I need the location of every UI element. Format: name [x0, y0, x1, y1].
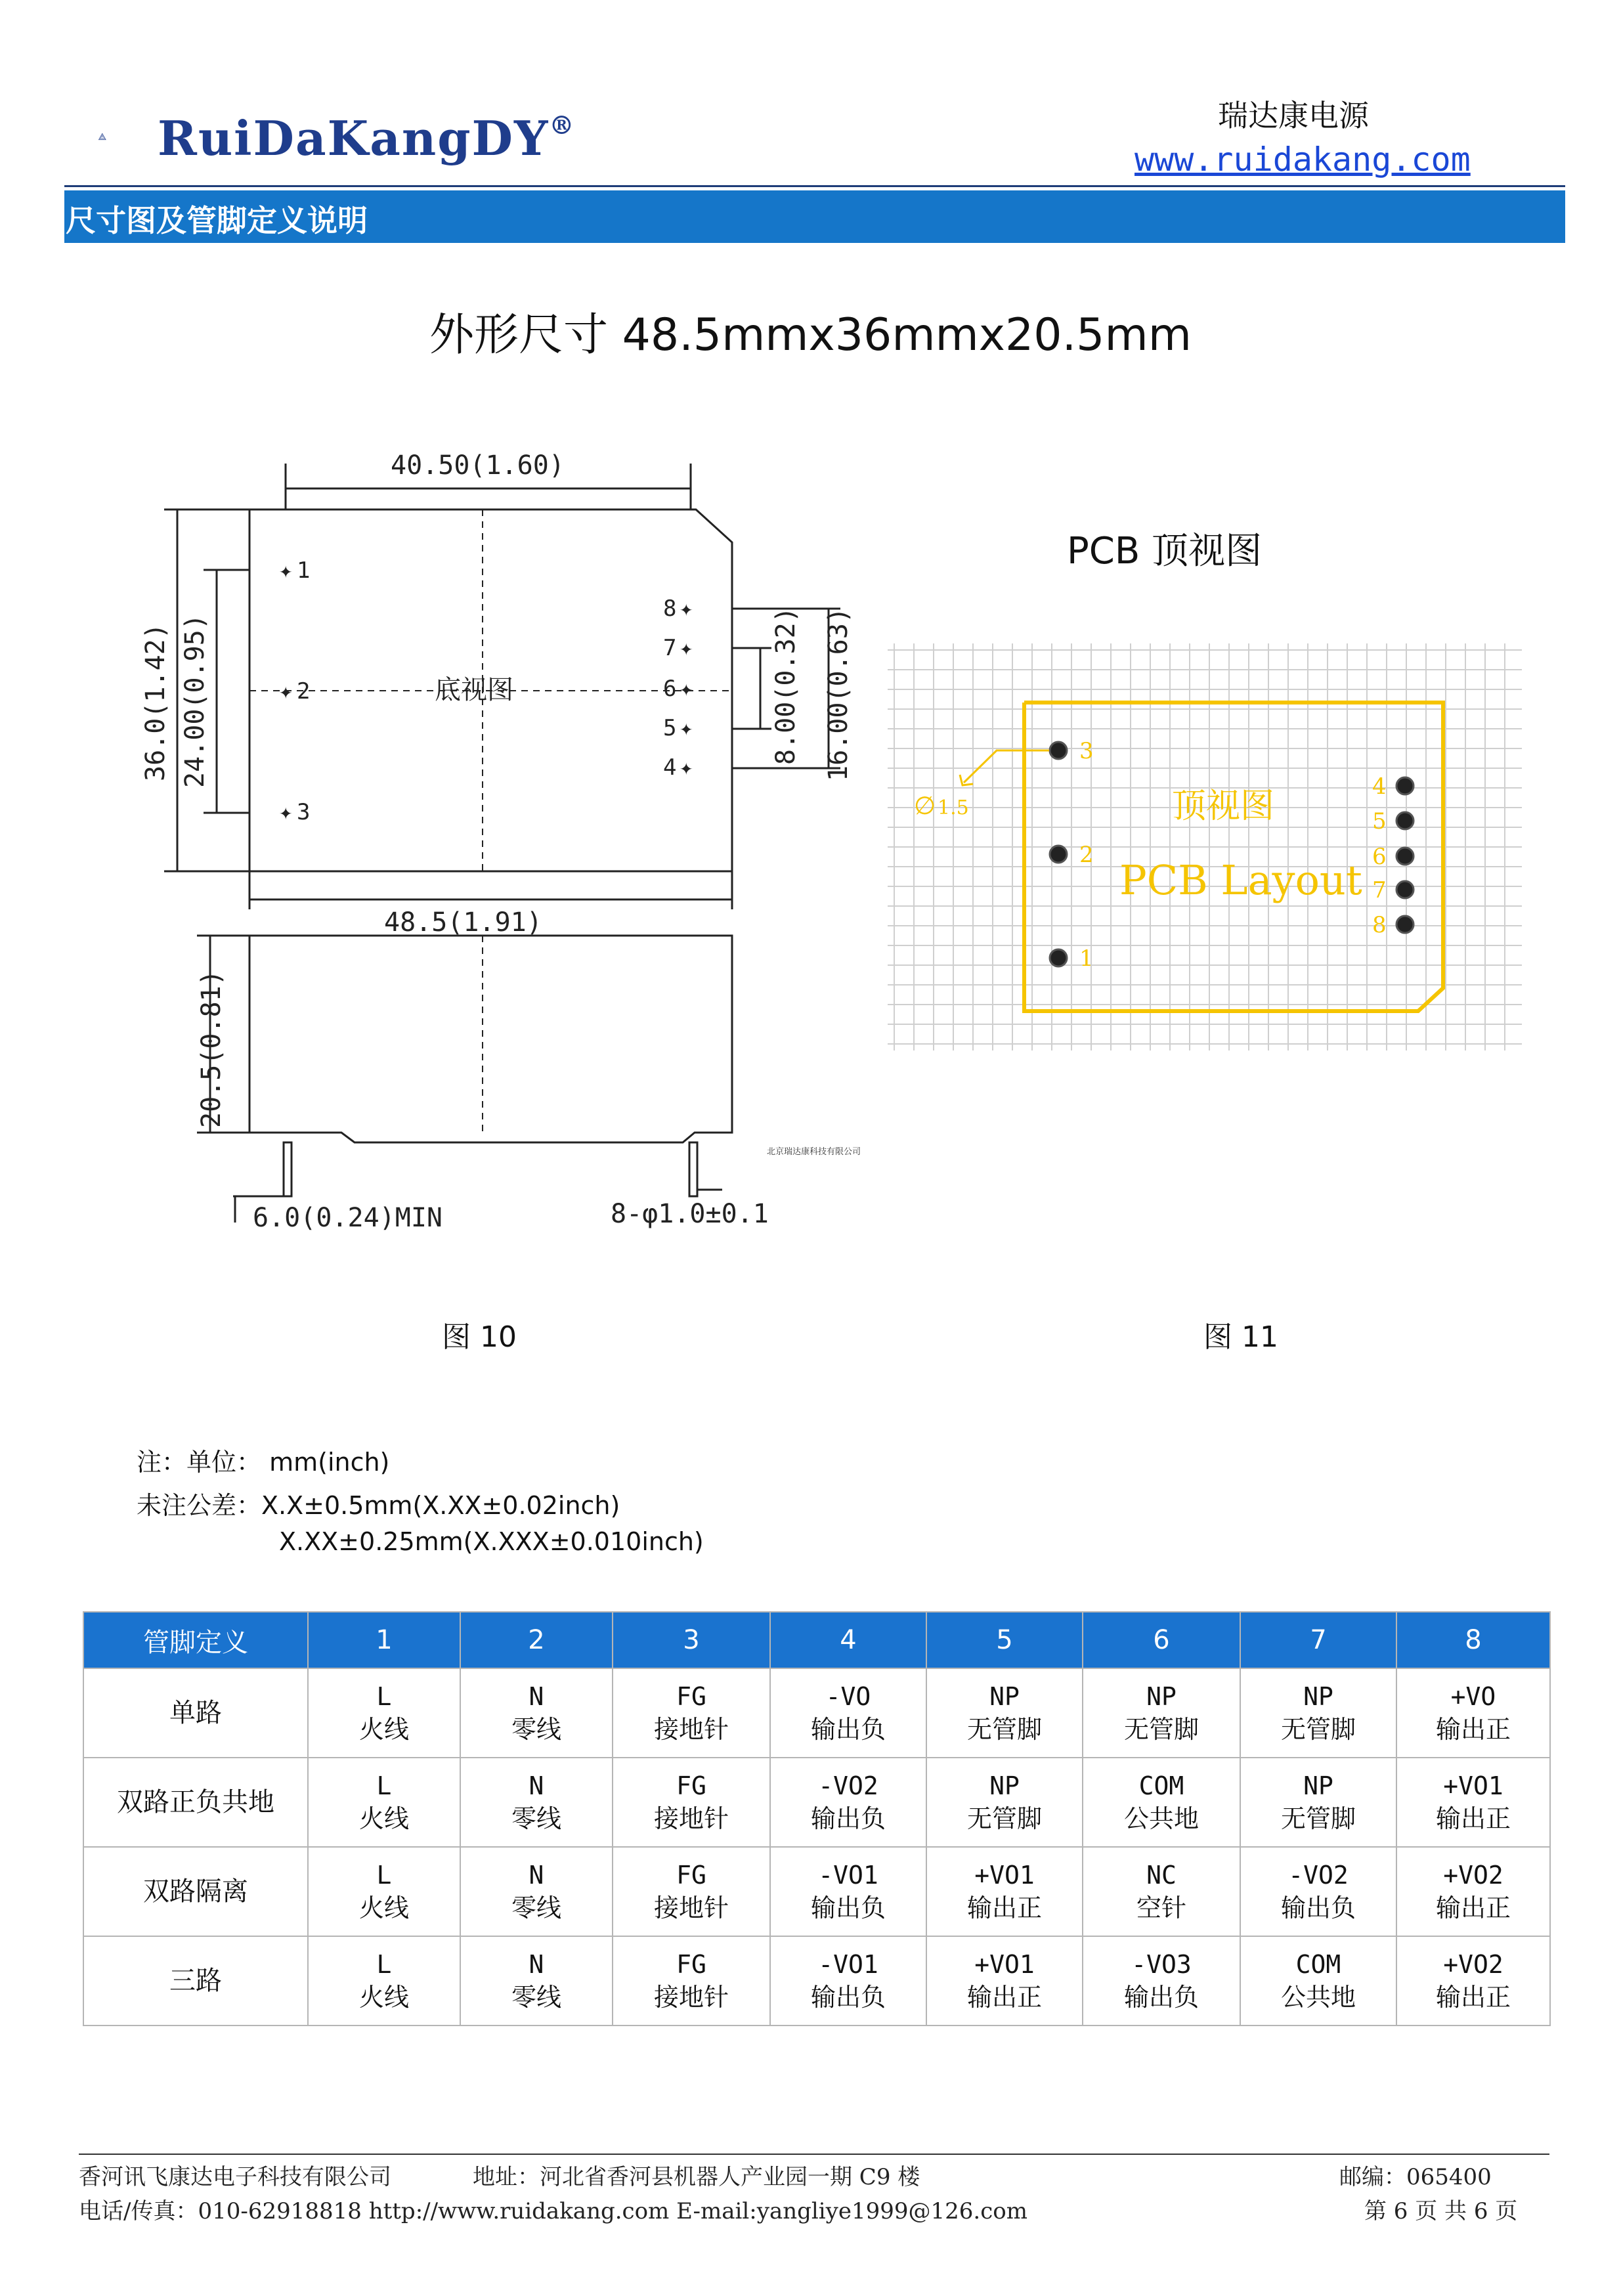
table-row: [83, 1668, 1550, 1758]
dim-top-width: 40.50(1.60): [391, 450, 565, 481]
svg-text:✦: ✦: [680, 754, 693, 781]
company-name-cn: 瑞达康电源: [1218, 98, 1369, 133]
pin-cell: FG 接地针: [613, 1936, 770, 2025]
brand-name: RuiDaKangDY®: [158, 110, 576, 166]
dim-overall-width: 48.5(1.91): [384, 907, 542, 938]
pin-cell: NP 无管脚: [1083, 1668, 1240, 1758]
pin-cell: NP 无管脚: [1240, 1758, 1396, 1847]
svg-text:✦: ✦: [680, 635, 693, 661]
pin-cell: -VO2 输出负: [1240, 1847, 1396, 1936]
pin-markers-left: [279, 557, 310, 825]
pin-cell: -VO3 输出负: [1083, 1936, 1240, 2025]
pin-cell: +VO1 输出正: [926, 1847, 1083, 1936]
footer-postal-code: 邮编：065400: [1339, 2164, 1492, 2190]
figure-11-caption: 图 11: [1203, 1320, 1278, 1354]
table-row: [83, 1847, 1550, 1936]
hole-diameter-symbol: ∅: [914, 791, 936, 820]
pin-cell: L 火线: [308, 1936, 460, 2025]
pin-cell: FG 接地针: [613, 1668, 770, 1758]
pin-cell: N 零线: [460, 1758, 613, 1847]
svg-text:✦: ✦: [279, 678, 293, 704]
table-header-cell: 3: [613, 1612, 770, 1668]
table-header-cell: 5: [926, 1612, 1083, 1668]
pcb-pin-label: 1: [1079, 945, 1094, 972]
pcb-pin-label: 7: [1372, 877, 1387, 903]
pin-cell: COM 公共地: [1240, 1936, 1396, 2025]
dim-right-small: 8.00(0.32): [771, 607, 801, 765]
figure-10-side-view: [197, 936, 732, 1223]
table-header-cell: 2: [460, 1612, 613, 1668]
pin-cell: L 火线: [308, 1758, 460, 1847]
pcb-view-title: PCB 顶视图: [1067, 530, 1263, 573]
pin-label: 2: [297, 678, 311, 704]
row-label: 双路正负共地: [83, 1758, 308, 1847]
footer-divider: [79, 2154, 1549, 2155]
note-tolerance-1: 未注公差：X.X±0.5mm(X.XX±0.02inch): [137, 1491, 620, 1520]
svg-text:✦: ✦: [680, 596, 693, 622]
table-row: [83, 1758, 1550, 1847]
table-header-row: [83, 1612, 1550, 1668]
pin-cell: N 零线: [460, 1668, 613, 1758]
dim-height: 36.0(1.42): [140, 623, 171, 781]
pin-label: 5: [663, 715, 677, 741]
svg-text:✦: ✦: [680, 715, 693, 741]
section-title: 尺寸图及管脚定义说明: [66, 203, 368, 238]
dimensions-title: 外形尺寸 48.5mmx36mmx20.5mm: [429, 309, 1192, 361]
pin-label: 7: [663, 635, 677, 661]
note-unit: 注：单位： mm(inch): [137, 1448, 390, 1477]
pin-definition-table: [83, 1611, 1551, 2026]
footer-page-number: 第 6 页 共 6 页: [1364, 2198, 1518, 2224]
table-header-cell: 7: [1240, 1612, 1396, 1668]
pin-label: 8: [663, 596, 677, 622]
pin-cell: NP 无管脚: [1240, 1668, 1396, 1758]
watermark: 北京瑞达康科技有限公司: [767, 1147, 861, 1157]
pin-cell: NP 无管脚: [926, 1758, 1083, 1847]
pcb-holes: [1050, 742, 1414, 966]
dim-pin-diameter: 8-φ1.0±0.1: [611, 1199, 769, 1229]
table-header-cell: 1: [308, 1612, 460, 1668]
table-header-cell: 6: [1083, 1612, 1240, 1668]
svg-text:✦: ✦: [279, 799, 293, 825]
pin-cell: -VO1 输出负: [770, 1936, 926, 2025]
pcb-pin-label: 8: [1372, 912, 1387, 938]
pin-cell: COM 公共地: [1083, 1758, 1240, 1847]
pin-cell: +VO2 输出正: [1396, 1847, 1550, 1936]
pin-cell: N 零线: [460, 1847, 613, 1936]
pcb-pin-label: 4: [1372, 773, 1387, 800]
footer-address: 地址：河北省香河县机器人产业园一期 C9 楼: [473, 2164, 920, 2190]
pcb-label-en: PCB Layout: [1119, 856, 1362, 904]
pcb-pin-label: 2: [1079, 842, 1094, 868]
pin-cell: FG 接地针: [613, 1758, 770, 1847]
pin-cell: +VO1 输出正: [1396, 1758, 1550, 1847]
table-header-cell: 管脚定义: [83, 1612, 308, 1668]
bottom-view-label: 底视图: [435, 675, 513, 705]
table-row: [83, 1936, 1550, 2025]
row-label: 三路: [83, 1936, 308, 2025]
pin-cell: +VO1 输出正: [926, 1936, 1083, 2025]
registered-mark: ®: [549, 110, 576, 140]
pin-cell: -VO 输出负: [770, 1668, 926, 1758]
pcb-pin-label: 6: [1372, 844, 1387, 870]
pin-cell: N 零线: [460, 1936, 613, 2025]
website-link[interactable]: www.ruidakang.com: [1135, 141, 1471, 179]
pin-label: 3: [297, 799, 311, 825]
hole-diameter: 1.5: [938, 796, 969, 819]
pin-label: 1: [297, 557, 311, 584]
pin-cell: NC 空针: [1083, 1847, 1240, 1936]
pin-label: 4: [663, 754, 677, 781]
pcb-label-cn: 顶视图: [1172, 787, 1275, 826]
dim-inner-height: 24.00(0.95): [180, 614, 210, 788]
pin-cell: L 火线: [308, 1668, 460, 1758]
pin-cell: NP 无管脚: [926, 1668, 1083, 1758]
dim-right-large: 16.00(0.63): [823, 607, 854, 781]
pin-markers-right: [663, 596, 693, 781]
pcb-pin-label: 3: [1079, 738, 1094, 764]
pin-cell: -VO2 输出负: [770, 1758, 926, 1847]
row-label: 单路: [83, 1668, 308, 1758]
footer-contact: 电话/传真：010-62918818 http://www.ruidakang.com E-mail:yangliye1999@126.com: [79, 2198, 1027, 2224]
pin-cell: +VO2 输出正: [1396, 1936, 1550, 2025]
note-tolerance-2: X.XX±0.25mm(X.XXX±0.010inch): [279, 1527, 704, 1556]
pin-cell: -VO1 输出负: [770, 1847, 926, 1936]
pin-cell: +VO 输出正: [1396, 1668, 1550, 1758]
pin-cell: FG 接地针: [613, 1847, 770, 1936]
table-header-cell: 8: [1396, 1612, 1550, 1668]
pcb-pin-label: 5: [1372, 808, 1387, 834]
dim-pin-length: 6.0(0.24)MIN: [253, 1203, 443, 1233]
pin-cell: L 火线: [308, 1847, 460, 1936]
pin-label: 6: [663, 676, 677, 702]
svg-text:✦: ✦: [680, 676, 693, 702]
dim-side-height: 20.5(0.81): [196, 970, 227, 1128]
svg-text:✦: ✦: [279, 557, 293, 584]
footer-company: 香河讯飞康达电子科技有限公司: [79, 2164, 391, 2190]
row-label: 双路隔离: [83, 1847, 308, 1936]
figure-10-caption: 图 10: [442, 1320, 517, 1354]
table-header-cell: 4: [770, 1612, 926, 1668]
